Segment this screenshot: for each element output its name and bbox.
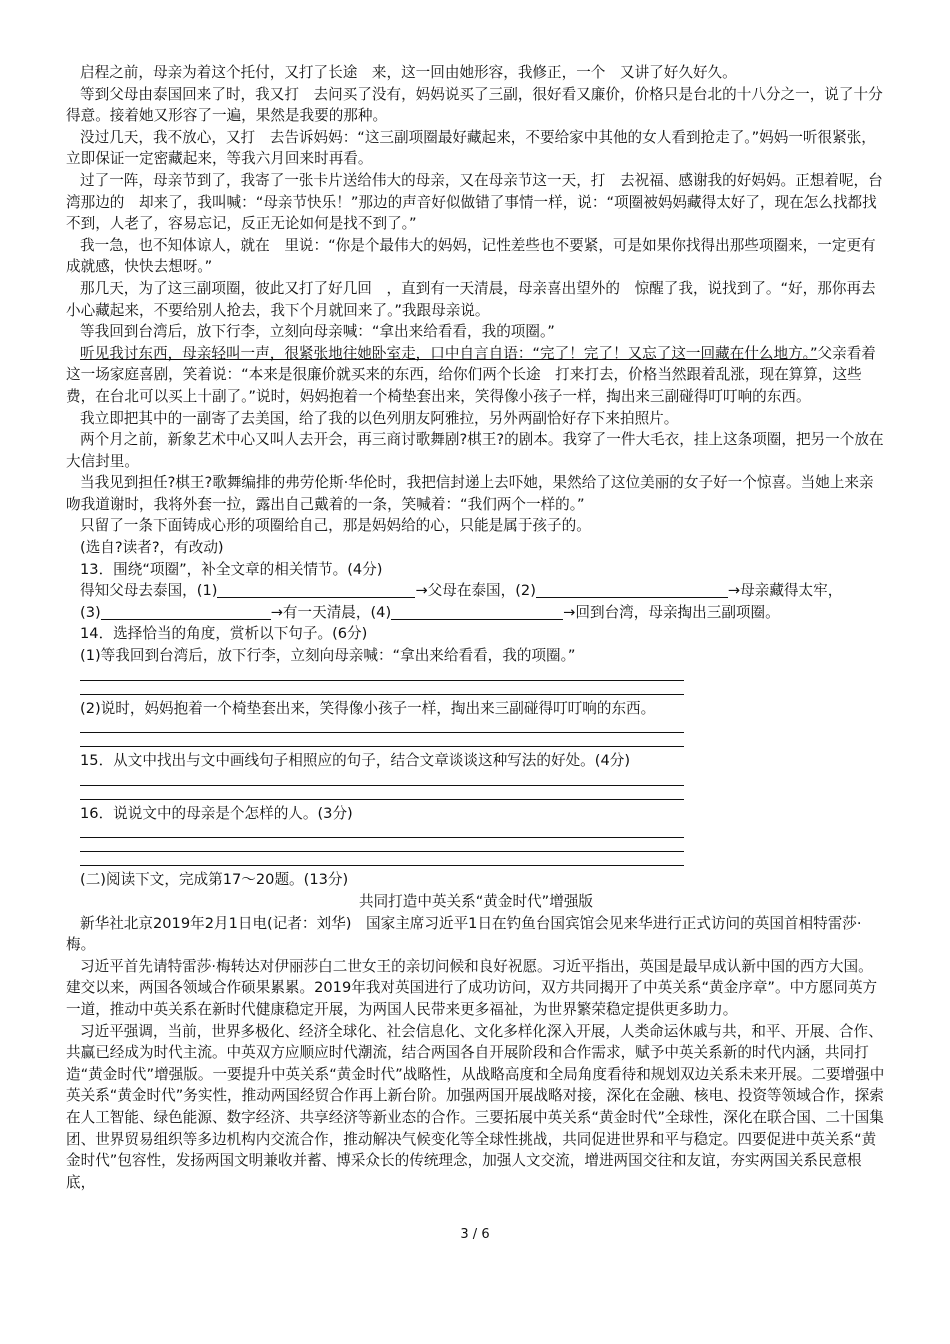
article-paragraph-1: 新华社北京2019年2月1日电(记者：刘华) 国家主席习近平1日在钓鱼台国宾馆会见来华进行正式访问的英国首相特雷莎·梅。 bbox=[66, 914, 862, 954]
answer-line[interactable] bbox=[80, 667, 684, 681]
question-14-sentence-1: (1)等我回到台湾后，放下行李，立刻向母亲喊：“拿出来给看看，我的项圈。” bbox=[80, 647, 576, 665]
answer-blank-2[interactable] bbox=[536, 581, 728, 598]
article-paragraph-2: 习近平首先请特雷莎·梅转达对伊丽莎白二世女王的亲切问候和良好祝愿。习近平指出，英国是最早成认新中国的西方大国。建交以来，两国各领域合作硕果累累。2019年我对英国进行了成功访问，双方共同揭开了中英关系“黄金序章”。中方愿同英方一道，推动中英关系在新时代健康稳定开展，为两国人民带来更多福祉，为世界繁荣稳定提供更多助力。 bbox=[66, 957, 878, 1018]
answer-blank-4[interactable] bbox=[391, 603, 563, 620]
story-paragraph-12: 只留了一条下面铸成心形的项圈给自己，那是妈妈给的心，只能是属于孩子的。 bbox=[80, 517, 591, 535]
story-paragraph-10: 两个月之前，新象艺术中心又叫人去开会，再三商讨歌舞剧?棋王?的剧本。我穿了一件大毛衣，挂上这条项圈，把另一个放在大信封里。 bbox=[66, 431, 884, 470]
story-paragraph-1: 启程之前，母亲为着这个托付，又打了长途 来，这一回由她形容，我修正，一个 又讲了好久好久。 bbox=[80, 64, 737, 81]
question-13-line-2: (3) →有一天清晨，(4) →回到台湾，母亲掏出三副项圈。 bbox=[80, 603, 780, 621]
story-paragraph-5: 我一急，也不知体谅人，就在 里说：“你是个最伟大的妈妈，记性差些也不要紧，可是如果你找得出那些项圈来，一定更有成就感，快快去想呀。” bbox=[66, 236, 876, 276]
question-14-stem: 14．选择恰当的角度，赏析以下句子。(6分) bbox=[80, 625, 368, 643]
section-2-intro: (二)阅读下文，完成第17～20题。(13分) bbox=[80, 871, 349, 889]
document-page bbox=[66, 62, 886, 1193]
story-paragraph-4: 过了一阵，母亲节到了，我寄了一张卡片送给伟大的母亲，又在母亲节这一天，打 去祝福、感谢我的好妈妈。正想着呢，台湾那边的 却来了，我叫喊：“母亲节快乐！”那边的声音好似做错了事情一样，说：“项圈被妈妈藏得太好了，现在怎么找都找不到，人老了，容易忘记，反正无论如何是找不到了。” bbox=[66, 171, 883, 233]
question-13-stem: 13．围绕“项圈”，补全文章的相关情节。(4分) bbox=[80, 560, 383, 578]
answer-line[interactable] bbox=[80, 772, 684, 786]
question-15-stem: 15．从文中找出与文中画线句子相照应的句子，结合文章谈谈这种写法的好处。(4分) bbox=[80, 752, 631, 770]
question-14-sentence-2: (2)说时，妈妈抱着一个椅垫套出来，笑得像小孩子一样，掏出来三副碰得叮叮响的东西。 bbox=[80, 699, 656, 717]
answer-blank-1[interactable] bbox=[217, 581, 415, 598]
story-paragraph-11: 当我见到担任?棋王?歌舞编排的弗劳伦斯·华伦时，我把信封递上去吓她，果然给了这位美丽的女子好一个惊喜。当她上来亲吻我道谢时，我将外套一拉，露出自己戴着的一条，笑喊着：“我们两个一样的。” bbox=[66, 474, 874, 513]
answer-line[interactable] bbox=[80, 786, 684, 800]
story-paragraph-6: 那几天，为了这三副项圈，彼此又打了好几回 ，直到有一天清晨，母亲喜出望外的 惊醒了我，说找到了。“好，那你再去小心藏起来，不要给别人抢去，我下个月就回来了。”我跟母亲说。 bbox=[66, 279, 876, 319]
question-16-stem: 16．说说文中的母亲是个怎样的人。(3分) bbox=[80, 804, 353, 822]
answer-line[interactable] bbox=[80, 852, 684, 866]
story-paragraph-7: 等我回到台湾后，放下行李，立刻向母亲喊：“拿出来给看看，我的项圈。” bbox=[80, 323, 555, 341]
story-paragraph-9: 我立即把其中的一副寄了去美国，给了我的以色列朋友阿雅拉，另外两副恰好存下来拍照片。 bbox=[80, 409, 679, 427]
answer-line[interactable] bbox=[80, 824, 684, 838]
article-title: 共同打造中英关系“黄金时代”增强版 bbox=[358, 893, 594, 910]
story-paragraph-2: 等到父母由泰国回来了时，我又打 去问买了没有，妈妈说买了三副，很好看又廉价，价格只是台北的十八分之一，说了十分得意。接着她又形容了一遍，果然是我要的那种。 bbox=[66, 85, 883, 125]
answer-line[interactable] bbox=[80, 719, 684, 733]
page-number: 3 / 6 bbox=[460, 1227, 490, 1242]
answer-blank-3[interactable] bbox=[101, 603, 271, 620]
story-source: (选自?读者?，有改动) bbox=[80, 539, 224, 557]
story-paragraph-8 bbox=[66, 343, 886, 408]
answer-line[interactable] bbox=[80, 681, 684, 695]
article-paragraph-3: 习近平强调，当前，世界多极化、经济全球化、社会信息化、文化多样化深入开展，人类命运休戚与共，和平、开展、合作、共赢已经成为时代主流。中英双方应顺应时代潮流，结合两国各自开展阶段和合作需求，赋予中英关系新的时代内涵，共同打造“黄金时代”增强版。一要提升中英关系“黄金时代”战略性，从战略高度和全局角度看待和规划双边关系未来开展。二要增强中英关系“黄金时代”务实性，推动两国经贸合作再上新台阶。加强两国开展战略对接，深化在金融、核电、投资等领域合作，探索在人工智能、绿色能源、数字经济、共享经济等新业态的合作。三要拓展中英关系“黄金时代”全球性，深化在联合国、二十国集团、世界贸易组织等多边机构内交流合作，推动解决气候变化等全球性挑战，共同促进世界和平与稳定。四要促进中英关系“黄金时代”包容性，发扬两国文明兼收并蓄、博采众长的传统理念，加强人文交流，增进两国交往和友谊，夯实两国关系民意根底， bbox=[66, 1022, 885, 1191]
story-paragraph-3: 没过几天，我不放心，又打 去告诉妈妈：“这三副项圈最好藏起来，不要给家中其他的女人看到抢走了。”妈妈一听很紧张，立即保证一定密藏起来，等我六月回来时再看。 bbox=[66, 128, 876, 168]
answer-line[interactable] bbox=[80, 733, 684, 747]
story-paragraph-8-rest: 父亲看着这一场家庭喜剧，笑着说：“本来是很廉价就买来的东西，给你们两个长途 打来打去，价格当然跟着乱涨，现在算算，这些 费，在台北可以买上十副了。”说时，妈妈抱着一个椅垫套出来，笑得像小孩子一样，掏出来三副碰得叮叮响的东西。 bbox=[66, 344, 877, 405]
underlined-sentence: 听见我讨东西，母亲轻叫一声，很紧张地往她卧室走，口中自言自语：“完了！完了！又忘了这一回藏在什么地方。” bbox=[80, 344, 818, 362]
question-13-line-1: 得知父母去泰国，(1) →父母在泰国，(2) →母亲藏得太牢， bbox=[80, 582, 843, 600]
answer-line[interactable] bbox=[80, 838, 684, 852]
